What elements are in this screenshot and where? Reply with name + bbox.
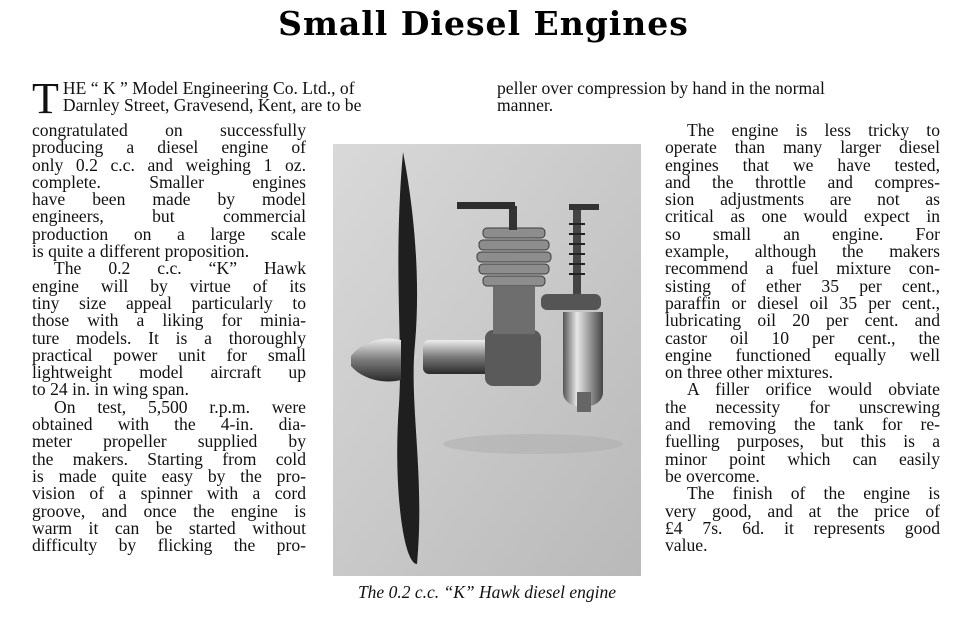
intro-lines [32, 74, 466, 123]
text-line: so small an engine. For [665, 223, 940, 244]
text-line: the makers. Starting from cold [32, 448, 306, 469]
text-line: very good, and at the price of [665, 500, 940, 521]
text-line: value. [665, 535, 708, 556]
text-line: critical as one would expect in [665, 206, 940, 227]
column-left [32, 122, 306, 554]
text-line: engine will by virtue of its [32, 275, 306, 296]
text-line: production on a large scale [32, 223, 306, 244]
text-line: to 24 in. in wing span. [32, 379, 189, 400]
text-line: engines that we have tested, [665, 154, 940, 175]
text-line: manner. [497, 95, 554, 116]
text-line: complete. Smaller engines [32, 171, 306, 192]
right-top-lines [497, 80, 940, 115]
text-line: ture models. It is a thoroughly [32, 327, 306, 348]
text-line: sisting of ether 35 per cent., [665, 275, 940, 296]
text-line: is made quite easy by the pro- [32, 465, 306, 486]
text-line: engine functioned equally well [665, 344, 940, 365]
text-line: recommend a fuel mixture con- [665, 258, 940, 279]
text-line: paraffin or diesel oil 35 per cent., [665, 292, 940, 313]
column-right [665, 122, 940, 554]
article-title: Small Diesel Engines [278, 4, 689, 43]
text-line: producing a diesel engine of [32, 137, 306, 158]
text-line: and removing the tank for re- [665, 414, 940, 435]
text-line: have been made by model [32, 189, 306, 210]
text-line: lightweight model aircraft up [32, 362, 306, 383]
text-line: fuelling purposes, but this is a [665, 431, 940, 452]
text-line: congratulated on successfully [32, 120, 306, 140]
text-line: and the throttle and compres- [665, 171, 940, 192]
text-line: obtained with the 4-in. dia- [32, 414, 306, 435]
drop-cap: T [32, 74, 59, 123]
text-line: The finish of the engine is [687, 483, 940, 504]
text-line: A filler orifice would obviate [687, 379, 940, 400]
text-line: difficulty by flicking the pro- [32, 535, 306, 556]
intro-line: HE “ K ” Model Engineering Co. Ltd., of [62, 78, 355, 98]
text-line: example, although the makers [665, 241, 940, 262]
text-line: only 0.2 c.c. and weighing 1 oz. [32, 154, 306, 175]
text-line: peller over compression by hand in the normal [497, 78, 825, 98]
intro-line: Darnley Street, Gravesend, Kent, are to be [62, 95, 362, 116]
text-line: The engine is less tricky to [687, 120, 940, 140]
photo-caption: The 0.2 c.c. “K” Hawk diesel engine [357, 582, 617, 602]
text-line: operate than many larger diesel [665, 137, 940, 158]
text-line: the necessity for unscrewing [665, 396, 940, 417]
engine-photo [333, 144, 641, 576]
text-line: those with a liking for minia- [32, 310, 306, 331]
text-line: be overcome. [665, 465, 760, 486]
text-line: groove, and once the engine is [32, 500, 306, 521]
text-line: The 0.2 c.c. “K” Hawk [54, 258, 306, 279]
text-line: engineers, but commercial [32, 206, 306, 227]
engine-illustration [333, 144, 641, 576]
text-line: castor oil 10 per cent., the [665, 327, 940, 348]
text-line: sion adjustments are not as [665, 189, 940, 210]
text-line: vision of a spinner with a cord [32, 483, 306, 504]
text-line: lubricating oil 20 per cent. and [665, 310, 940, 331]
text-line: warm it can be started without [32, 517, 306, 538]
text-line: practical power unit for small [32, 344, 306, 365]
text-line: On test, 5,500 r.p.m. were [54, 396, 306, 417]
text-line: £4 7s. 6d. it represents good [665, 517, 940, 538]
text-line: meter propeller supplied by [32, 431, 306, 452]
text-line: minor point which can easily [665, 448, 940, 469]
text-line: on three other mixtures. [665, 362, 834, 383]
text-line: is quite a different proposition. [32, 241, 250, 262]
text-line: tiny size appeal particularly to [32, 292, 306, 313]
